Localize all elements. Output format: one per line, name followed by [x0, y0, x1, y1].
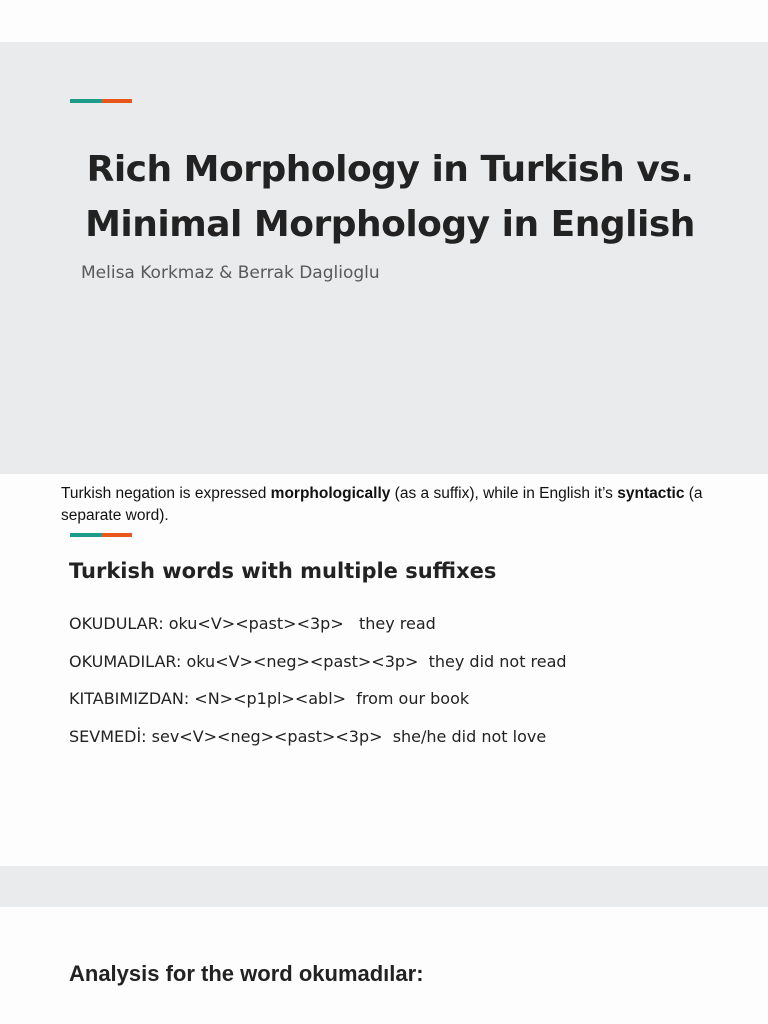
slide-title [80, 142, 700, 252]
term-syntactic: syntactic [617, 485, 685, 502]
term-morphologically: morphologically [270, 485, 391, 502]
slide-title-line1: Rich Morphology in Turkish vs. [86, 149, 694, 190]
suffix-slide-heading: Turkish words with multiple suffixes [69, 559, 497, 583]
title-accent-bar [70, 99, 132, 103]
title-slide [0, 42, 768, 474]
example-kitabimizdan: KITABIMIZDAN: <N><p1pl><abl> from our book [69, 689, 470, 708]
example-okumadilar: OKUMADILAR: oku<V><neg><past><3p> they did not read [69, 652, 567, 671]
analysis-word: okumadılar: [298, 961, 424, 986]
example-sevmedi: SEVMEDİ: sev<V><neg><past><3p> she/he did not love [69, 727, 547, 746]
slide-authors: Melisa Korkmaz & Berrak Daglioglu [81, 263, 380, 283]
analysis-heading: Analysis for the word okumadılar: [69, 961, 424, 986]
analysis-slide-band [0, 866, 768, 907]
negation-note: Turkish negation is expressed morphologically (as a suffix), while in English it’s syntactic (a separate word). [61, 485, 703, 524]
section-accent-bar [70, 533, 132, 537]
slide-title-line2: Minimal Morphology in English [85, 204, 695, 245]
example-okudular: OKUDULAR: oku<V><past><3p> they read [69, 614, 436, 633]
